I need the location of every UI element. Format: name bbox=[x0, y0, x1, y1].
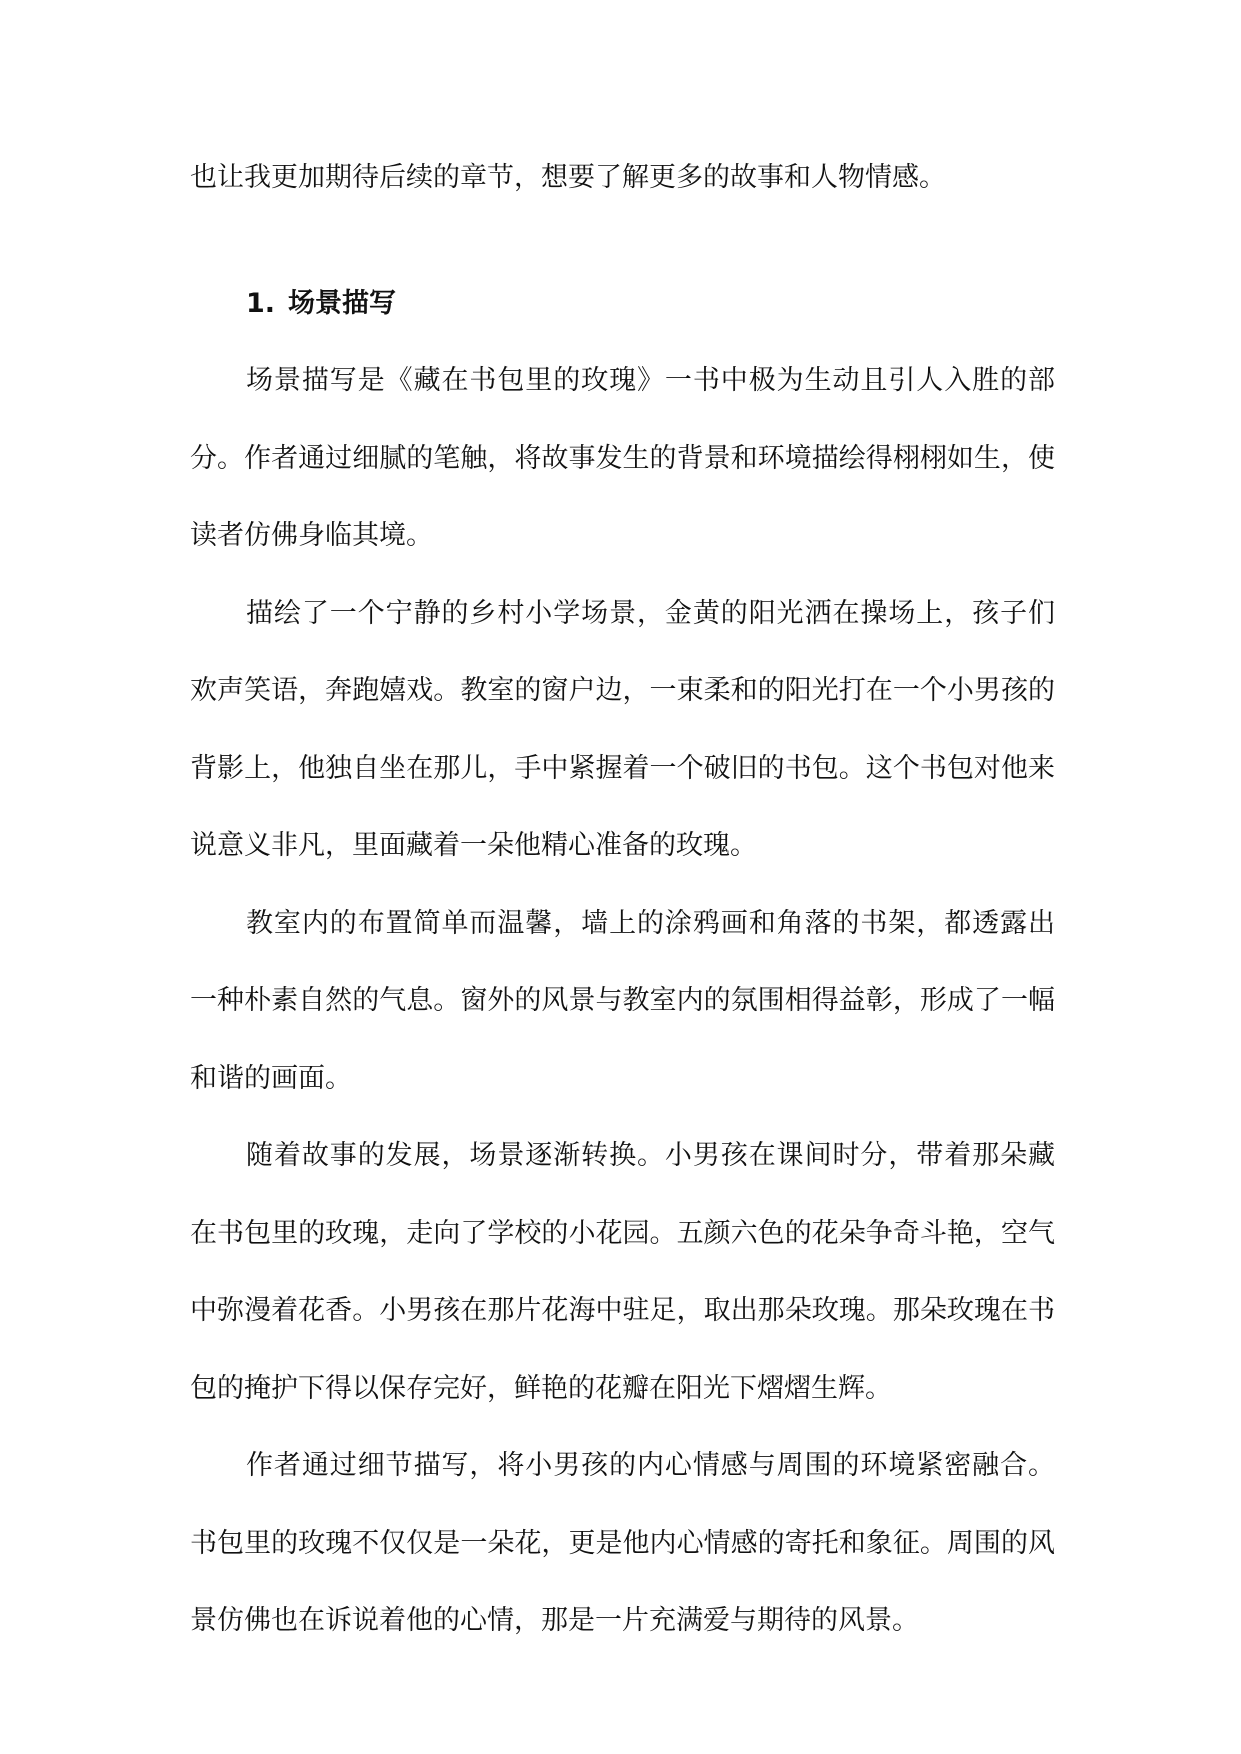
body-paragraph: 描绘了一个宁静的乡村小学场景，金黄的阳光洒在操场上，孩子们欢声笑语，奔跑嬉戏。教室的窗户边，一束柔和的阳光打在一个小男孩的背影上，他独自坐在那儿，手中紧握着一个破旧的书包。这个书包对他来说意义非凡，里面藏着一朵他精心准备的玫瑰。 bbox=[190, 597, 1055, 861]
section-title: 场景描写 bbox=[288, 287, 396, 319]
body-paragraph: 随着故事的发展，场景逐渐转换。小男孩在课间时分，带着那朵藏在书包里的玫瑰，走向了学校的小花园。五颜六色的花朵争奇斗艳，空气中弥漫着花香。小男孩在那片花海中驻足，取出那朵玫瑰。那朵玫瑰在书包的掩护下得以保存完好，鲜艳的花瓣在阳光下熠熠生辉。 bbox=[190, 1140, 1055, 1404]
intro-paragraph: 也让我更加期待后续的章节，想要了解更多的故事和人物情感。 bbox=[190, 162, 946, 193]
body-paragraph: 场景描写是《藏在书包里的玫瑰》一书中极为生动且引人入胜的部分。作者通过细腻的笔触，将故事发生的背景和环境描绘得栩栩如生，使读者仿佛身临其境。 bbox=[190, 365, 1055, 551]
body-paragraph: 教室内的布置简单而温馨，墙上的涂鸦画和角落的书架，都透露出一种朴素自然的气息。窗外的风景与教室内的氛围相得益彰，形成了一幅和谐的画面。 bbox=[190, 907, 1055, 1094]
section-heading bbox=[190, 265, 1055, 343]
section-number: 1. bbox=[246, 287, 276, 319]
body-paragraph: 作者通过细节描写，将小男孩的内心情感与周围的环境紧密融合。书包里的玫瑰不仅仅是一朵花，更是他内心情感的寄托和象征。周围的风景仿佛也在诉说着他的心情，那是一片充满爱与期待的风景。 bbox=[190, 1450, 1055, 1636]
document-body bbox=[190, 139, 1055, 1660]
